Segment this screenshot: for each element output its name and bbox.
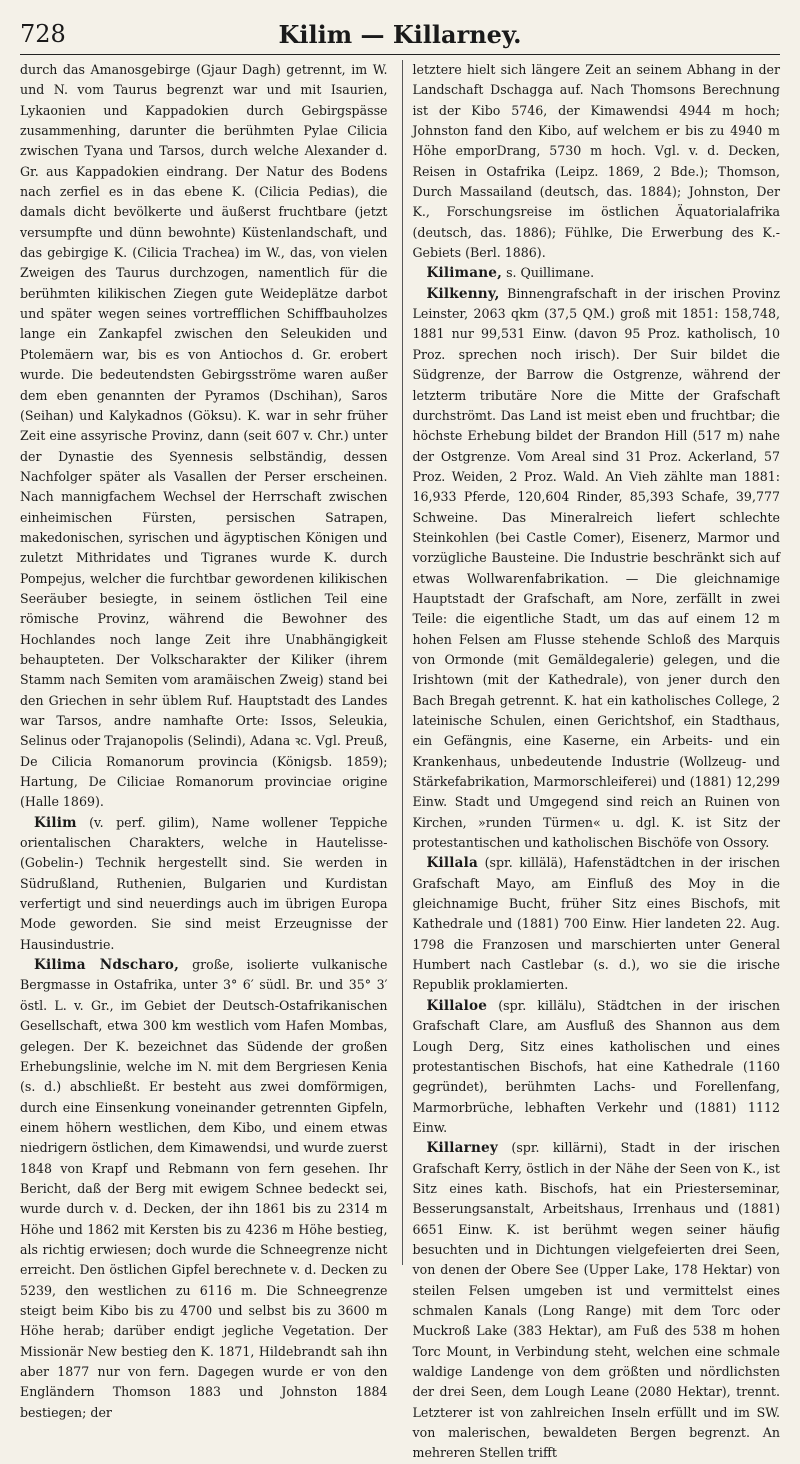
dictionary-entry <box>413 284 781 854</box>
entry-headword: Killarney <box>426 1140 499 1157</box>
entry-text: (spr. killärni), Stadt in der irischen Grafschaft Kerry, östlich in der Nähe der Seen von K., ist Sitz eines kath. Bischofs, hat ein Priesterseminar, Besserungsanstalt, Arbeitshaus, Irrenhaus und (1881) 6651 Einw. K. ist berühmt wegen seiner häufig besuchten und in Dichtungen vielgefeierten drei Seen, von denen der Obere See (Upper Lake, 178 Hektar) von steilen Felsen umgeben ist und vermittelst eines schmalen Kanals (Long Range) mit dem Torc oder Muckroß Lake (383 Hektar), am Fuß des 538 m hohen Torc Mount, in Verbindung steht, welchen eine schmale waldige Landenge von dem größten und nördlichsten der drei Seen, dem Lough Leane (2080 Hektar), trennt. Letzterer ist von zahlreichen Inseln erfüllt und im SW. von malerischen, bewaldeten Bergen begrenzt. An mehreren Stellen trifft <box>412 1140 780 1461</box>
running-head: Kilim — Killarney. <box>278 20 522 49</box>
entry-headword: Killala <box>426 855 478 872</box>
entry-text: (spr. killälä), Hafenstädtchen in der irischen Grafschaft Mayo, am Einfluß des Moy in die gleichnamige Bucht, früher Sitz eines Bischofs, mit Kathedrale und (1881) 700 Einw. Hier landeten 22. Aug. 1798 die Franzosen und marschierten unter General Humbert nach Castlebar (s. d.), wo sie die irische Republik proklamierten. <box>412 855 780 993</box>
entry-text: (v. perf. gilim), Name wollener Teppiche orientalischen Charakters, welche in Hautelisse- (Gobelin-) Technik hergestellt sind. Sie werden in Südrußland, Ruthenien, Bulgarien und Kurdistan verfertigt und sind neuerdings auch im übrigen Europa Mode geworden. Sie sind meist Erzeugnisse der Hausindustrie. <box>20 814 388 952</box>
entry-text: s. Quillimane. <box>502 265 595 281</box>
dictionary-entry <box>413 853 781 995</box>
page-number: 728 <box>20 20 66 48</box>
entry-headword: Kilimane, <box>426 265 503 282</box>
entry-headword: Kilkenny, <box>426 285 500 302</box>
entry-text: große, isolierte vulkanische Bergmasse in Ostafrika, unter 3° 6′ südl. Br. und 35° 3′ östl. L. v. Gr., im Gebiet der Deutsch-Ostafrikanischen Gesellschaft, etwa 300 km westlich vom Hafen Mombas, gelegen. Der K. bezeichnet das Südende der großen Erhebungslinie, welche im N. mit dem Bergriesen Kenia (s. d.) abschließt. Er besteht aus zwei domförmigen, durch eine Einsenkung voneinander getrennten Gipfeln, einem höhern westlichen, dem Kibo, und einem etwas niedrigern östlichen, dem Kimawendsi, und wurde zuerst 1848 von Krapf und Rebmann von fern gesehen. Ihr Bericht, daß der Berg mit ewigem Schnee bedeckt sei, wurde durch v. d. Decken, der ihn 1861 bis zu 2314 m Höhe und 1862 mit Kersten bis zu 4236 m Höhe bestieg, als richtig erwiesen; doch wurde die Schneegrenze nicht erreicht. Den östlichen Gipfel berechnete v. d. Decken zu 5239, den westlichen zu 6116 m. Die Schneegrenze steigt beim Kibo bis zu 4700 und selbst bis zu 3600 m Höhe herab; darüber endigt jegliche Vegetation. Der Missionär New bestieg den K. 1871, Hildebrandt sah ihn aber 1877 nur von fern. Dagegen wurde er von den Engländern Thomson 1883 und Johnston 1884 bestiegen; der <box>20 957 388 1420</box>
entry-headword: Kilima Ndscharo, <box>34 957 180 974</box>
dictionary-entry <box>413 263 781 283</box>
entry-text: letztere hielt sich längere Zeit an seinem Abhang in der Landschaft Dschagga auf. Nach Thomsons Berechnung ist der Kibo 5746, der Kimawendsi 4944 m hoch; Johnston fand den Kibo, auf welchem er bis zu 4940 m Höhe emporDrang, 5730 m hoch. Vgl. v. d. Decken, Reisen in Ostafrika (Leipz. 1869, 2 Bde.); Thomson, Durch Massailand (deutsch, das. 1884); Johnston, Der K., Forschungsreise im östlichen Äquatorialafrika (deutsch, das. 1886); Fühlke, Die Erwerbung des K.-Gebiets (Berl. 1886). <box>412 62 780 261</box>
entry-continuation <box>20 60 388 813</box>
page-header <box>20 14 780 55</box>
entry-headword: Killaloe <box>426 997 488 1014</box>
entry-text: durch das Amanosgebirge (Gjaur Dagh) getrennt, im W. und N. vom Taurus begrenzt war und mit Isaurien, Lykaonien und Kappadokien durch Gebirgspässe zusammenhing, darunter die berühmten Pylae Cilicia zwischen Tyana und Tarsos, durch welche Alexander d. Gr. aus Kappadokien eindrang. Der Natur des Bodens nach zerfiel es in das ebene K. (Cilicia Pedias), die damals dicht bevölkerte und äußerst fruchtbare (jetzt versumpfte und dünn bewohnte) Küstenlandschaft, und das gebirgige K. (Cilicia Trachea) im W., das, von vielen Zweigen des Taurus durchzogen, namentlich für die berühmten kilikischen Ziegen gute Weideplätze darbot und später wegen seines vortrefflichen Schiffbauholzes lange ein Zankapfel zwischen den Seleukiden und Ptolemäern war, bis es von Antiochos d. Gr. erobert wurde. Die bedeutendsten Gebirgsströme waren außer dem eben genannten der Pyramos (Dschihan), Saros (Seihan) und Kalykadnos (Göksu). K. war in sehr früher Zeit eine assyrische Provinz, dann (seit 607 v. Chr.) unter der Dynastie des Syennesis selbständig, dessen Nachfolger später als Vasallen der Perser erscheinen. Nach mannigfachem Wechsel der Herrschaft zwischen einheimischen Fürsten, persischen Satrapen, makedonischen, syrischen und ägyptischen Königen und zuletzt Mithridates und Tigranes wurde K. durch Pompejus, welcher die furchtbar gewordenen kilikischen Seeräuber besiegte, in seinem östlichen Teil eine römische Provinz, während die Bewohner des Hochlandes noch lange Zeit ihre Unabhängigkeit behaupteten. Der Volkscharakter der Kiliker (ihrem Stamm nach Semiten vom aramäischen Zweig) stand bei den Griechen in sehr üblem Ruf. Hauptstadt des Landes war Tarsos, andre namhafte Orte: Issos, Seleukia, Selinus oder Trajanopolis (Selindi), Adana ꝛc. Vgl. Preuß, De Cilicia Romanorum provincia (Königsb. 1859); Hartung, De Ciliciae Romanorum provinciae origine (Halle 1869). <box>20 62 388 810</box>
dictionary-entry <box>413 996 781 1138</box>
dictionary-entry <box>413 1138 781 1464</box>
dictionary-entry <box>20 955 388 1423</box>
text-columns <box>20 60 780 1461</box>
entry-text: Binnengrafschaft in der irischen Provinz Leinster, 2063 qkm (37,5 QM.) groß mit 1851: 158,748, 1881 nur 99,531 Einw. (davon 95 Proz. katholisch, 10 Proz. sprechen noch irisch). Der Suir bildet die Südgrenze, der Barrow die Ostgrenze, während der letzterm tributäre Nore die Mitte der Grafschaft durchströmt. Das Land ist meist eben und fruchtbar; die höchste Erhebung bildet der Brandon Hill (517 m) nahe der Ostgrenze. Vom Areal sind 31 Proz. Ackerland, 57 Proz. Weiden, 2 Proz. Wald. An Vieh zählte man 1881: 16,933 Pferde, 120,604 Rinder, 85,393 Schafe, 39,777 Schweine. Das Mineralreich liefert schlechte Steinkohlen (bei Castle Comer), Eisenerz, Marmor und vorzügliche Bausteine. Die Industrie beschränkt sich auf etwas Wollwarenfabrikation. — Die gleichnamige Hauptstadt der Grafschaft, am Nore, zerfällt in zwei Teile: die eigentliche Stadt, um das auf einem 12 m hohen Felsen am Flusse stehende Schloß des Marquis von Ormonde (mit Gemäldegalerie) gelegen, und die Irishtown (mit der Kathedrale), von jener durch den Bach Bregah getrennt. K. hat ein katholisches College, 2 lateinische Schulen, einen Gerichtshof, ein Stadthaus, ein Gefängnis, eine Kaserne, ein Arbeits- und ein Krankenhaus, unbedeutende Industrie (Wollzeug- und Stärkefabrikation, Marmorschleiferei) und (1881) 12,299 Einw. Stadt und Umgegend sind reich an Ruinen von Kirchen, »runden Türmen« u. dgl. K. ist Sitz der protestantischen und katholischen Bischöfe von Ossory. <box>412 285 780 851</box>
right-column <box>402 60 781 1461</box>
entry-continuation <box>413 60 781 263</box>
left-column <box>20 60 390 1420</box>
entry-text: (spr. killälu), Städtchen in der irischen Grafschaft Clare, am Ausfluß des Shannon aus dem Lough Derg, Sitz eines katholischen und eines protestantischen Bischofs, hat eine Kathedrale (1160 gegründet), berühmten Lachs- und Forellenfang, Marmorbrüche, lebhaften Verkehr und (1881) 1112 Einw. <box>412 997 780 1135</box>
dictionary-entry <box>20 813 388 955</box>
entry-headword: Kilim <box>34 814 77 831</box>
